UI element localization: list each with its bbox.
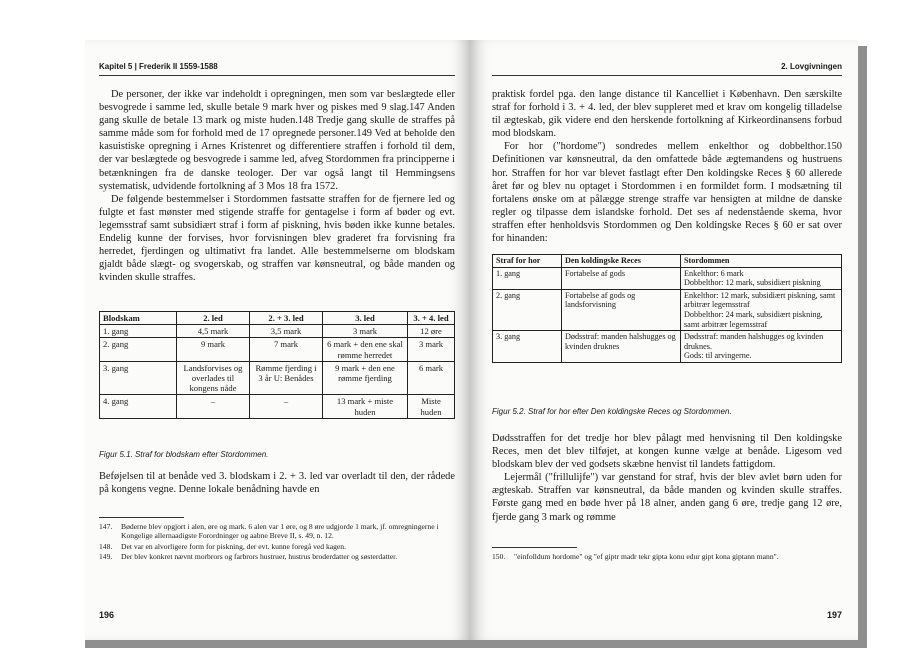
table-cell: –	[177, 395, 250, 418]
figure-caption: Figur 5.1. Straf for blodskam efter Stordommen.	[99, 450, 269, 459]
right-page	[470, 40, 858, 640]
table-cell: 6 mark	[408, 361, 455, 395]
table-header-cell: 3. + 4. led	[408, 312, 455, 325]
table-header-cell: Stordommen	[681, 255, 842, 268]
table-cell: 7 mark	[250, 338, 323, 361]
table-cell: Dødsstraf: manden halshugges og kvinden druknes. Gods: til arvingerne.	[681, 331, 842, 363]
table-cell: 3 mark	[323, 325, 408, 338]
table-row	[100, 338, 455, 361]
footnote	[492, 552, 842, 561]
figure-caption: Figur 5.2. Straf for hor efter Den koldingske Reces og Stordommen.	[492, 407, 732, 416]
table-header-cell: 2. led	[177, 312, 250, 325]
page-number: 196	[99, 610, 115, 620]
table-cell: Landsforvises og overlades til kongens nåde	[177, 361, 250, 395]
footnote-rule	[99, 517, 184, 518]
table-cell: –	[250, 395, 323, 418]
right-paragraph: praktisk fordel pga. den lange distance til Kancelliet i København. Den særskilte straf for forhold i 3. + 4. led, der blev suppleret med et krav om kongelig tilladelse til ægteskab, gik videre end den herskende fortolkning af Kirkeordinansens forbud mod blodskam.	[492, 89, 842, 140]
table-header-cell: Straf for hor	[493, 255, 562, 268]
table-row	[100, 395, 455, 418]
right-running-header: 2. Lovgivningen	[781, 62, 842, 71]
table-cell: 9 mark + den ene rømme fjerding	[323, 361, 408, 395]
table-cell: 3. gang	[100, 361, 177, 395]
right-body-text	[492, 88, 842, 245]
table-cell: 13 mark + miste huden	[323, 395, 408, 418]
right-paragraph: For hor ("hordome") sondredes mellem enkelthor og dobbelthor.150 Definitionen var kønsneutral, da den omfattede både ægtemandens og hustruens hor. Straffen for hor var blevet fastlagt efter Den koldingske Reces § 60 allerede året før og blev nu optaget i Stordommen i en formildet form. I modsætning til fortalens ønske om at pålægge strenge straffe var hensigten at mildne de danske regler og tilpasse dem islandske forhold. Det ses af nedenstående skema, hvor straffen efter henholdsvis Stordommen og Den koldingske Reces § 60 er sat over for hinanden:	[492, 141, 842, 245]
table-row	[100, 325, 455, 338]
table-header-row	[100, 312, 455, 325]
left-header-rule	[99, 75, 455, 76]
right-continuation-text	[492, 432, 842, 524]
left-paragraph: De personer, der ikke var indeholdt i opregningen, men som var beslægtede eller besvogrede i samme led, skulle betale 9 mark hver og piskes med 9 slag.147 Anden gang skulle de betale 13 mark og miste huden.148 Tredje gang skulle de straffes på samme måde som for forhold med de 17 opregnede personer.149 Ved at beholde den kasuistiske opregning i Arnes Kristenret og differentiere straffen i forhold til dem, der var beslægtede og besvogrede i samme led, afveg Stordommen fra principperne i betænkningen fra de danske teologer. Der var også langt til Hemmingsens systematisk, udvidende fortolkning af 3 Mos 18 fra 1572.	[99, 89, 455, 192]
table-cell: Rømme fjerding i 3 år U: Benådes	[250, 361, 323, 395]
table-row	[100, 361, 455, 395]
left-paragraph: Beføjelsen til at benåde ved 3. blodskam i 2. + 3. led var overladt til den, der rådede på kongens vegne. Denne lokale benådning havde en	[99, 471, 455, 496]
table-header-cell: Den koldingske Reces	[562, 255, 681, 268]
right-footnotes	[492, 552, 842, 562]
table-cell: 2. gang	[100, 338, 177, 361]
table-cell: 1. gang	[493, 267, 562, 289]
left-continuation-text	[99, 470, 455, 496]
right-paragraph: Lejermål ("frillulijfe") var genstand for straf, hvis der blev avlet børn uden for ægteskab. Straffen var kønsneutral, da både manden og kvinden skulle straffes. Første gang med en bøde hver på 18 alner, anden gang 6 øre, tredje gang 12 øre, fjerde gang 3 mark og rømme	[492, 472, 842, 523]
table-cell: 4. gang	[100, 395, 177, 418]
table-cell: 6 mark + den ene skal rømme herredet	[323, 338, 408, 361]
table-cell: 3 mark	[408, 338, 455, 361]
footnote-number: 148.	[99, 541, 113, 551]
table-header-cell: 2. + 3. led	[250, 312, 323, 325]
footnote	[99, 542, 455, 551]
left-running-header: Kapitel 5 | Frederik II 1559-1588	[99, 62, 218, 71]
footnote	[99, 522, 455, 541]
table-cell: 1. gang	[100, 325, 177, 338]
table-cell: 4,5 mark	[177, 325, 250, 338]
table-cell: Dødsstraf: manden halshugges og kvinden druknes	[562, 331, 681, 363]
table-cell: Enkelthor: 12 mark, subsidiært piskning, samt arbitrær legemsstraf Dobbelthor: 24 mark, subsidiært piskning, samt arbitrær legemsstraf	[681, 289, 842, 330]
table-header-row	[493, 255, 842, 268]
right-header-rule	[492, 75, 842, 76]
table-row	[493, 331, 842, 363]
right-paragraph: Dødsstraffen for det tredje hor blev pålagt med henvisning til Den koldingske Reces, men det blev tilføjet, at kongen kunne vælge at benåde. Ligesom ved blodskam blev der ved godsets skæbne henvist til landets fattigdom.	[492, 433, 842, 471]
footnote-rule	[492, 547, 577, 548]
table-cell: 2. gang	[493, 289, 562, 330]
left-body-text	[99, 88, 455, 284]
left-page	[85, 40, 470, 640]
hor-table	[492, 254, 842, 363]
footnote-number: 147.	[99, 522, 113, 531]
footnote-text: Bøderne blev opgjort i alen, øre og mark. 6 alen var 1 øre, og 8 øre udgjorde 1 mark, jf. omregningerne i Kongelige allernaadigste Forordninger og aabne Breve II, s. 49, n. 12.	[121, 522, 439, 541]
table-cell: Enkelthor: 6 mark Dobbelthor: 12 mark, subsidiært piskning	[681, 267, 842, 289]
footnote	[99, 552, 455, 561]
table-header-cell: Blodskam	[100, 312, 177, 325]
table-cell: 9 mark	[177, 338, 250, 361]
table-cell: Fortabelse af gods	[562, 267, 681, 289]
table-header-cell: 3. led	[323, 312, 408, 325]
left-paragraph: De følgende bestemmelser i Stordommen fastsatte straffen for de fjernere led og fulgte et fast mønster med stigende straffe for gentagelse i form af bøder og evt. legemsstraf samt subsidiært straf i form af piskning, hvis bøden ikke kunne betales. Endelig kunne der forvises, hvor forvisningen blev graderet fra forvisning fra herredet, fjerdingen og ultimativt fra landet. Alle bestemmelserne om blodskam gjaldt både slægt- og svogerskab, og straffen var kønsneutral, og både manden og kvinden skulle straffes.	[99, 193, 455, 284]
table-row	[493, 289, 842, 330]
footnote-text: Der blev konkret nævnt morbrors og farbrors hustruer, hustrus broderdatter og søsterdatter.	[121, 552, 398, 562]
left-footnotes	[99, 522, 455, 563]
table-cell: Fortabelse af gods og landsforvisning	[562, 289, 681, 330]
table-cell: 12 øre	[408, 325, 455, 338]
footnote-text: "einfolldum hordome" og "ef giptr madr tekr gipta konu edur gipt kona giptann mann".	[514, 552, 779, 561]
open-book	[85, 40, 870, 650]
blodskam-table	[99, 311, 455, 419]
footnote-number: 150.	[492, 552, 506, 561]
footnote-text: Det var en alvorligere form for piskning, der evt. kunne foregå ved kagen.	[121, 541, 346, 551]
page-number: 197	[826, 610, 842, 620]
footnote-number: 149.	[99, 552, 113, 562]
table-cell: 3,5 mark	[250, 325, 323, 338]
table-cell: Miste huden	[408, 395, 455, 418]
table-row	[493, 267, 842, 289]
table-cell: 3. gang	[493, 331, 562, 363]
